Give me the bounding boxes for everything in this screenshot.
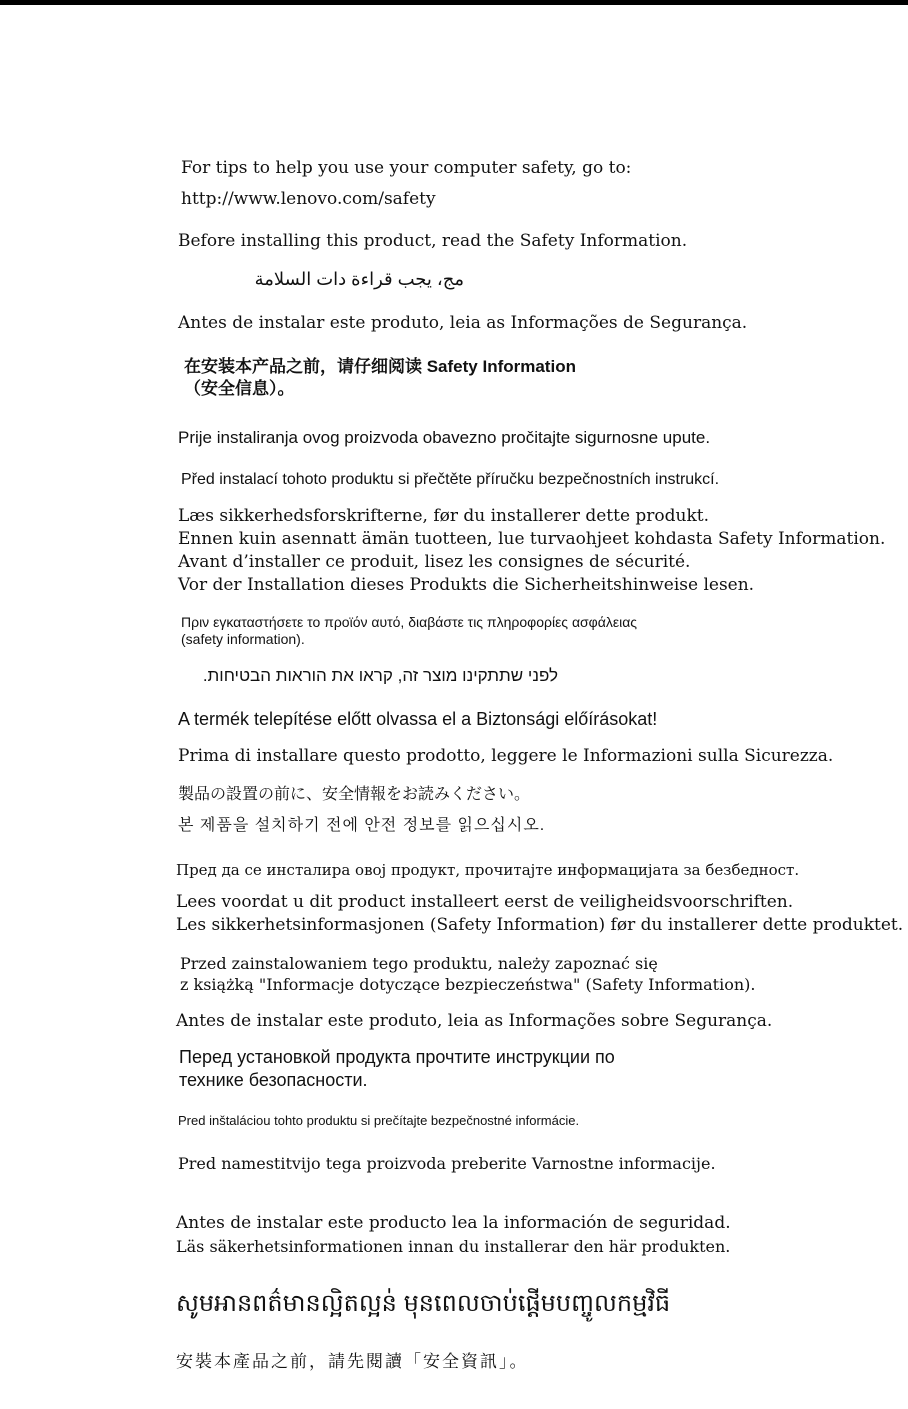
notice-arabic: مج، يجب قراءة دات السلامة bbox=[254, 269, 464, 289]
notice-chinese-simplified-line1: 在安装本产品之前，请仔细阅读 Safety Information bbox=[184, 357, 576, 376]
notice-czech: Před instalací tohoto produktu si přečtěte příručku bezpečnostních instrukcí. bbox=[181, 471, 720, 488]
notice-slovenian: Pred namestitvijo tega proizvoda preberite Varnostne informacije. bbox=[178, 1154, 716, 1173]
notice-english: Before installing this product, read the Safety Information. bbox=[178, 231, 688, 251]
notice-hebrew: לפני שתתקינו מוצר זה, קראו את הוראות הבטיחות. bbox=[202, 666, 558, 685]
top-rule bbox=[0, 0, 908, 5]
notice-khmer: សូមអានពត៌មានល្អិតល្អន់ មុនពេលចាប់ផ្តើមបញ្ចូលកម្មវិធី bbox=[176, 1290, 671, 1317]
notice-slovak: Pred inštaláciou tohto produktu si prečítajte bezpečnostné informácie. bbox=[178, 1113, 580, 1128]
notice-german: Vor der Installation dieses Produkts die Sicherheitshinweise lesen. bbox=[178, 575, 755, 595]
notice-russian-line1: Перед установкой продукта прочтите инструкции по bbox=[179, 1047, 615, 1067]
notice-chinese-traditional: 安裝本產品之前，請先閱讀「安全資訊」。 bbox=[176, 1352, 529, 1372]
notice-finnish: Ennen kuin asennatt ämän tuotteen, lue turvaohjeet kohdasta Safety Information. bbox=[178, 529, 886, 549]
notice-greek-line2: (safety information). bbox=[181, 631, 305, 647]
safety-url-link[interactable]: http://www.lenovo.com/safety bbox=[181, 189, 436, 209]
notice-croatian: Prije instaliranja ovog proizvoda obavezno pročitajte sigurnosne upute. bbox=[178, 428, 711, 447]
notice-swedish: Läs säkerhetsinformationen innan du installerar den här produkten. bbox=[176, 1237, 731, 1256]
notice-korean: 본 제품을 설치하기 전에 안전 정보를 읽으십시오. bbox=[178, 817, 546, 834]
notice-italian: Prima di installare questo prodotto, leggere le Informazioni sulla Sicurezza. bbox=[178, 746, 834, 766]
notice-chinese-simplified-line2: （安全信息）。 bbox=[184, 379, 295, 398]
notice-french: Avant d’installer ce produit, lisez les consignes de sécurité. bbox=[178, 552, 691, 572]
notice-polish-line1: Przed zainstalowaniem tego produktu, należy zapoznać się bbox=[180, 954, 658, 973]
notice-polish-line2: z książką "Informacje dotyczące bezpieczeństwa" (Safety Information). bbox=[180, 975, 756, 994]
notice-greek-line1: Πριν εγκαταστήσετε το προϊόν αυτό, διαβάστε τις πληροφορίες ασφάλειας bbox=[181, 614, 638, 630]
notice-portuguese-brazil: Antes de instalar este produto, leia as Informações de Segurança. bbox=[178, 313, 748, 333]
notice-japanese: 製品の設置の前に、安全情報をお読みください。 bbox=[178, 786, 531, 803]
notice-norwegian: Les sikkerhetsinformasjonen (Safety Information) før du installerer dette produktet. bbox=[176, 915, 904, 935]
notice-spanish: Antes de instalar este producto lea la información de seguridad. bbox=[176, 1213, 731, 1233]
notice-dutch: Lees voordat u dit product installeert eerst de veiligheidsvoorschriften. bbox=[176, 892, 794, 912]
notice-danish: Læs sikkerhedsforskrifterne, før du installerer dette produkt. bbox=[178, 506, 710, 526]
notice-macedonian: Пред да се инсталира овој продукт, прочитајте информацијата за безбедност. bbox=[176, 861, 800, 879]
notice-russian-line2: технике безопасности. bbox=[179, 1070, 368, 1090]
notice-portuguese-portugal: Antes de instalar este produto, leia as Informações sobre Segurança. bbox=[176, 1011, 773, 1031]
notice-hungarian: A termék telepítése előtt olvassa el a Biztonsági előírásokat! bbox=[178, 709, 658, 729]
tips-intro: For tips to help you use your computer safety, go to: bbox=[181, 158, 632, 178]
